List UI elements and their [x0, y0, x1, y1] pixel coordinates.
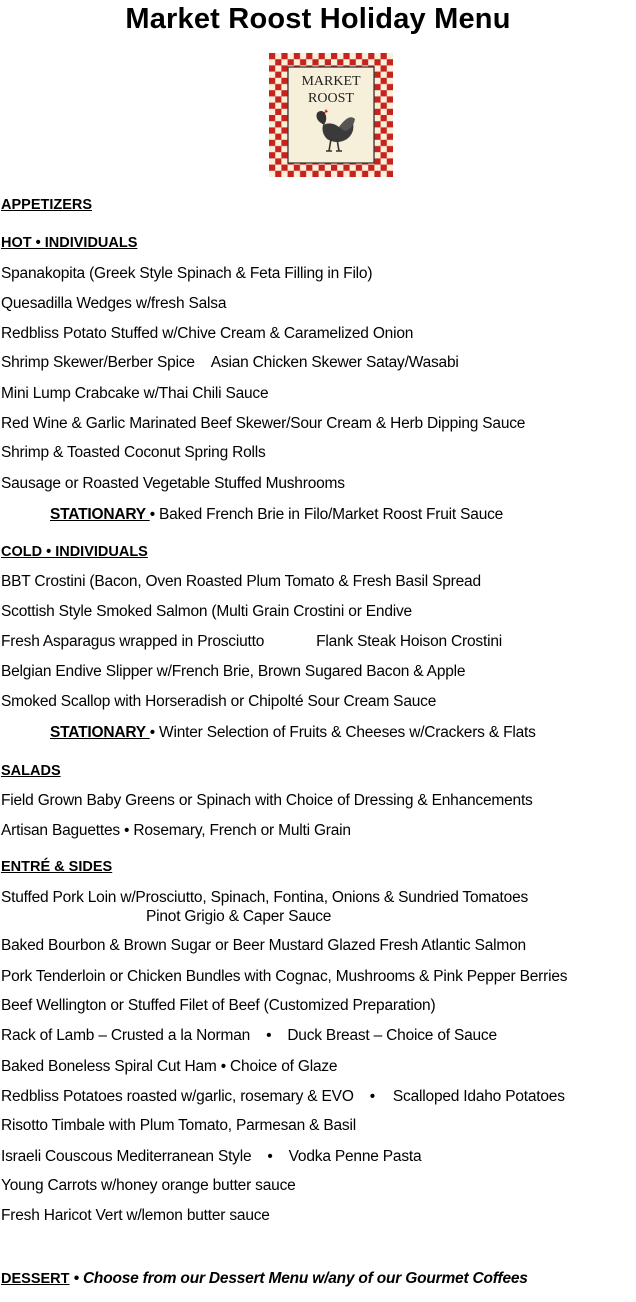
menu-item — [1, 354, 459, 372]
stationary-label: STATIONARY — [50, 724, 150, 741]
menu-item: Redbliss Potato Stuffed w/Chive Cream & Caramelized Onion — [1, 325, 414, 342]
menu-item — [1, 1027, 497, 1045]
menu-item: Pork Tenderloin or Chicken Bundles with Cognac, Mushrooms & Pink Pepper Berries — [1, 968, 568, 985]
menu-item: Sausage or Roasted Vegetable Stuffed Mushrooms — [1, 475, 345, 492]
menu-item: Artisan Baguettes • Rosemary, French or Multi Grain — [1, 822, 351, 839]
menu-item: Mini Lump Crabcake w/Thai Chili Sauce — [1, 385, 269, 402]
menu-item: Fresh Haricot Vert w/lemon butter sauce — [1, 1207, 270, 1224]
heading-hot-individuals: HOT • INDIVIDUALS — [1, 235, 138, 251]
scalloped-potatoes-item: Scalloped Idaho Potatoes — [392, 1088, 565, 1105]
menu-item: Baked Boneless Spiral Cut Ham • Choice of Glaze — [1, 1058, 338, 1075]
menu-item: Stuffed Pork Loin w/Prosciutto, Spinach, Fontina, Onions & Sundried Tomatoes — [1, 889, 529, 906]
redbliss-potatoes-item: Redbliss Potatoes roasted w/garlic, rosemary & EVO — [1, 1088, 354, 1105]
flank-steak-item: Flank Steak Hoison Crostini — [316, 633, 502, 650]
cold-stationary-line — [50, 724, 536, 742]
dessert-line — [1, 1270, 528, 1288]
bullet: • — [266, 1027, 272, 1044]
market-roost-logo — [269, 53, 393, 177]
menu-item: Baked Bourbon & Brown Sugar or Beer Mustard Glazed Fresh Atlantic Salmon — [1, 937, 526, 954]
duck-item: Duck Breast – Choice of Sauce — [287, 1027, 497, 1044]
menu-item: Shrimp & Toasted Coconut Spring Rolls — [1, 444, 266, 461]
shrimp-skewer-item: Shrimp Skewer/Berber Spice — [1, 354, 195, 371]
menu-item: Smoked Scallop with Horseradish or Chipolté Sour Cream Sauce — [1, 693, 437, 710]
menu-item: Beef Wellington or Stuffed Filet of Beef (Customized Preparation) — [1, 997, 436, 1014]
menu-item: Field Grown Baby Greens or Spinach with Choice of Dressing & Enhancements — [1, 792, 533, 809]
stationary-text: • Winter Selection of Fruits & Cheeses w/Crackers & Flats — [149, 724, 536, 741]
menu-item: Spanakopita (Greek Style Spinach & Feta Filling in Filo) — [1, 265, 373, 282]
bullet: • — [369, 1088, 375, 1105]
heading-salads: SALADS — [1, 763, 61, 779]
page-title: Market Roost Holiday Menu — [125, 3, 511, 35]
heading-dessert: DESSERT — [1, 1271, 70, 1287]
chicken-skewer-item: Asian Chicken Skewer Satay/Wasabi — [210, 354, 459, 371]
menu-item: Young Carrots w/honey orange butter sauce — [1, 1177, 296, 1194]
lamb-item: Rack of Lamb – Crusted a la Norman — [1, 1027, 251, 1044]
hot-stationary-line — [50, 506, 503, 524]
stationary-text: • Baked French Brie in Filo/Market Roost Fruit Sauce — [149, 506, 504, 523]
menu-item-sauce: Pinot Grigio & Caper Sauce — [146, 908, 332, 925]
logo-text-market: MARKET — [301, 74, 361, 89]
bullet: • — [267, 1148, 273, 1165]
menu-item — [1, 1088, 565, 1106]
asparagus-item: Fresh Asparagus wrapped in Prosciutto — [1, 633, 265, 650]
stationary-label: STATIONARY — [50, 506, 150, 523]
heading-appetizers: APPETIZERS — [1, 197, 93, 213]
menu-item — [1, 633, 502, 651]
menu-item — [1, 1148, 421, 1166]
dessert-text: • Choose from our Dessert Menu w/any of our Gourmet Coffees — [69, 1270, 528, 1287]
penne-item: Vodka Penne Pasta — [288, 1148, 422, 1165]
heading-entre-sides: ENTRÉ & SIDES — [1, 859, 113, 875]
couscous-item: Israeli Couscous Mediterranean Style — [1, 1148, 252, 1165]
logo-text-roost: ROOST — [308, 91, 354, 106]
menu-item: Risotto Timbale with Plum Tomato, Parmesan & Basil — [1, 1117, 356, 1134]
menu-item: Red Wine & Garlic Marinated Beef Skewer/Sour Cream & Herb Dipping Sauce — [1, 415, 526, 432]
heading-cold-individuals: COLD • INDIVIDUALS — [1, 544, 148, 560]
menu-item: Quesadilla Wedges w/fresh Salsa — [1, 295, 227, 312]
menu-item: BBT Crostini (Bacon, Oven Roasted Plum Tomato & Fresh Basil Spread — [1, 573, 481, 590]
menu-item: Belgian Endive Slipper w/French Brie, Brown Sugared Bacon & Apple — [1, 663, 466, 680]
menu-item: Scottish Style Smoked Salmon (Multi Grain Crostini or Endive — [1, 603, 412, 620]
